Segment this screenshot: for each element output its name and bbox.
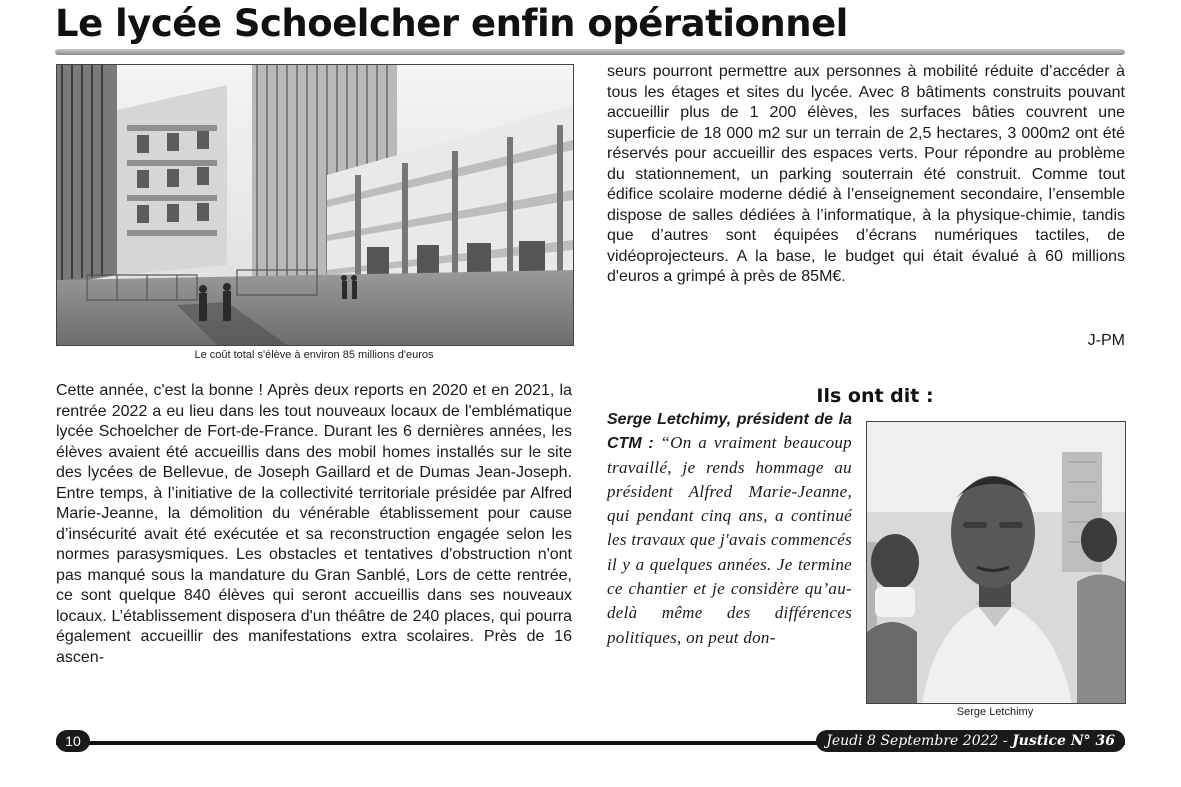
portrait-caption: Serge Letchimy (956, 706, 1034, 718)
sidebar-title: Ils ont dit : (816, 385, 934, 407)
headline-rule (55, 49, 1125, 55)
issue-date: Jeudi 8 Septembre 2022 - (826, 733, 1013, 749)
article-body-left: Cette année, c'est la bonne ! Après deux reports en 2020 et en 2021, la rentrée 2022 a eu lieu dans les tout nouveaux locaux de l'emblématique lycée Schoelcher de Fort-de-France. Durant les 6 dernières années, les élèves avaient été accueillis dans des mobil homes installés sur le site des lycées de Bellevue, de Joseph Gaillard et de Dumas Jean-Joseph. Entre temps, à l’initiative de la collectivité territoriale présidée par Alfred Marie-Jeanne, la démolition du vénérable établissement pour cause d’insécurité avait été exécutée et sa reconstruction engagée selon les normes parasysmiques. Les obstacles et tentatives d'obstruction n'ont pas manqué sous la mandature du Gran Sanblé, Lors de cette rentrée, ce sont quelque 840 élèves qui seront accueillis dans ses nouveaux locaux. L’établissement disposera d'un théâtre de 240 places, qui pourra également accueillir des manifestations extra scolaires. Près de 16 ascen- (56, 382, 572, 666)
article-body-right: seurs pourront permettre aux personnes à mobilité réduite d’accéder à tous les étages et sites du lycée. Avec 8 bâtiments construits pouvant accueillir plus de 1 200 élèves, les surfaces bâties couvrent une superficie de 18 000 m2 sur un terrain de 2,5 hectares, 3 000m2 ont été réservés pour accueillir des espaces verts. Pour répondre au problème du stationnement, un parking souterrain été construit. Comme tout édifice scolaire moderne dédié à l’enseignement secondaire, l’ensemble dispose de salles dédiées à l’informatique, à la physique-chimie, tandis que d’autres sont équipées d’écrans numériques tactiles, de vidéoprojecteurs. A la base, le budget qui était évalué à 60 millions d'euros a grimpé à près de 85M€. (607, 63, 1125, 285)
main-photo-caption: Le coût total s'élève à environ 85 millions d'euros (194, 349, 434, 361)
issue-info (816, 730, 1125, 752)
publication-name: Justice N° 36 (1012, 733, 1115, 749)
speaker-portrait-photo (866, 421, 1126, 704)
sidebar-quote (607, 408, 852, 650)
headline: Le lycée Schoelcher enfin opérationnel (55, 2, 848, 45)
quote-speaker: Serge Letchimy, président de la CTM : (607, 411, 852, 453)
quote-text: “On a vraiment beaucoup travaillé, je rends hommage au président Alfred Marie-Jeanne, qui pendant cinq ans, a continué les travaux que j'avais commencés il y a quelques années. Je termine ce chantier et je considère qu’au-delà même des différences politiques, on peut don- (607, 433, 852, 647)
page-number: 10 (56, 730, 90, 752)
school-building-photo (56, 64, 574, 346)
author-signature: J-PM (1087, 332, 1125, 349)
